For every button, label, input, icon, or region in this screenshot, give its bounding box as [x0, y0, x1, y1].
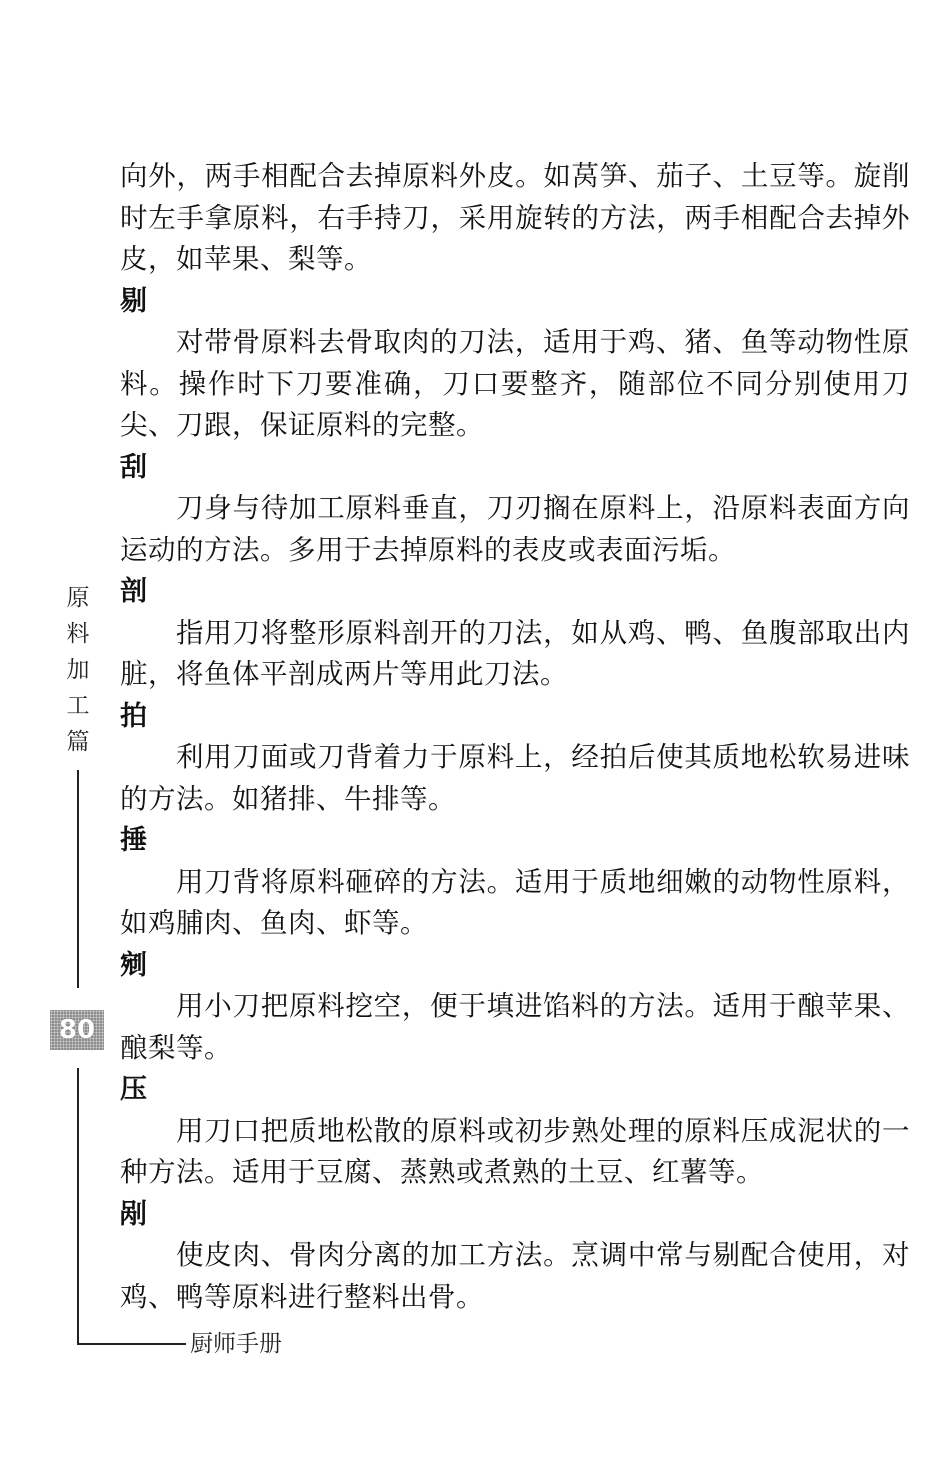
term-description-gua2: 使皮肉、骨肉分离的加工方法。烹调中常与剔配合使用，对鸡、鸭等原料进行整料出骨。: [120, 1239, 910, 1313]
margin-rule-upper: [77, 770, 79, 988]
chapter-char: 原: [66, 585, 90, 611]
footer-book-title: 厨师手册: [190, 1331, 282, 1357]
chapter-side-title: [64, 580, 92, 760]
chapter-char: 加: [66, 657, 90, 683]
term-heading-pai: 拍: [120, 700, 147, 732]
chapter-char: 工: [66, 693, 90, 719]
term-heading-ya: 压: [120, 1074, 147, 1105]
margin-rule-lower: [77, 1068, 79, 1344]
chapter-char: 料: [66, 621, 90, 647]
term-heading-gua: 刮: [120, 451, 147, 483]
chapter-char: 篇: [66, 729, 90, 755]
term-heading-gua2: 剐: [120, 1198, 147, 1230]
term-description-ti: 对带骨原料去骨取肉的刀法，适用于鸡、猪、鱼等动物性原料。操作时下刀要准确，刀口要整齐，随部位不同分别使用刀尖、刀跟，保证原料的完整。: [120, 326, 910, 441]
term-heading-ti: 剔: [120, 285, 147, 317]
term-heading-chui: 捶: [120, 825, 147, 856]
term-heading-wan: 剜: [120, 949, 147, 981]
footer-rule: [77, 1343, 186, 1345]
term-description-gua: 刀身与待加工原料垂直，刀刃搁在原料上，沿原料表面方向运动的方法。多用于去掉原料的表皮或表面污垢。: [120, 492, 910, 566]
term-description-ya: 用刀口把质地松散的原料或初步熟处理的原料压成泥状的一种方法。适用于豆腐、蒸熟或煮熟的土豆、红薯等。: [120, 1114, 910, 1188]
main-text: [120, 156, 910, 1318]
term-description-wan: 用小刀把原料挖空，便于填进馅料的方法。适用于酿苹果、酿梨等。: [120, 990, 910, 1064]
page-number-badge: 80: [50, 1010, 104, 1050]
term-description-pai: 利用刀面或刀背着力于原料上，经拍后使其质地松软易进味的方法。如猪排、牛排等。: [120, 741, 910, 815]
term-heading-pou: 剖: [120, 576, 147, 607]
term-description-chui: 用刀背将原料砸碎的方法。适用于质地细嫩的动物性原料，如鸡脯肉、鱼肉、虾等。: [120, 865, 910, 939]
paragraph-continued: 向外，两手相配合去掉原料外皮。如莴笋、茄子、土豆等。旋削时左手拿原料，右手持刀，采用旋转的方法，两手相配合去掉外皮，如苹果、梨等。: [120, 160, 910, 275]
term-description-pou: 指用刀将整形原料剖开的刀法，如从鸡、鸭、鱼腹部取出内脏，将鱼体平剖成两片等用此刀法。: [120, 616, 910, 690]
